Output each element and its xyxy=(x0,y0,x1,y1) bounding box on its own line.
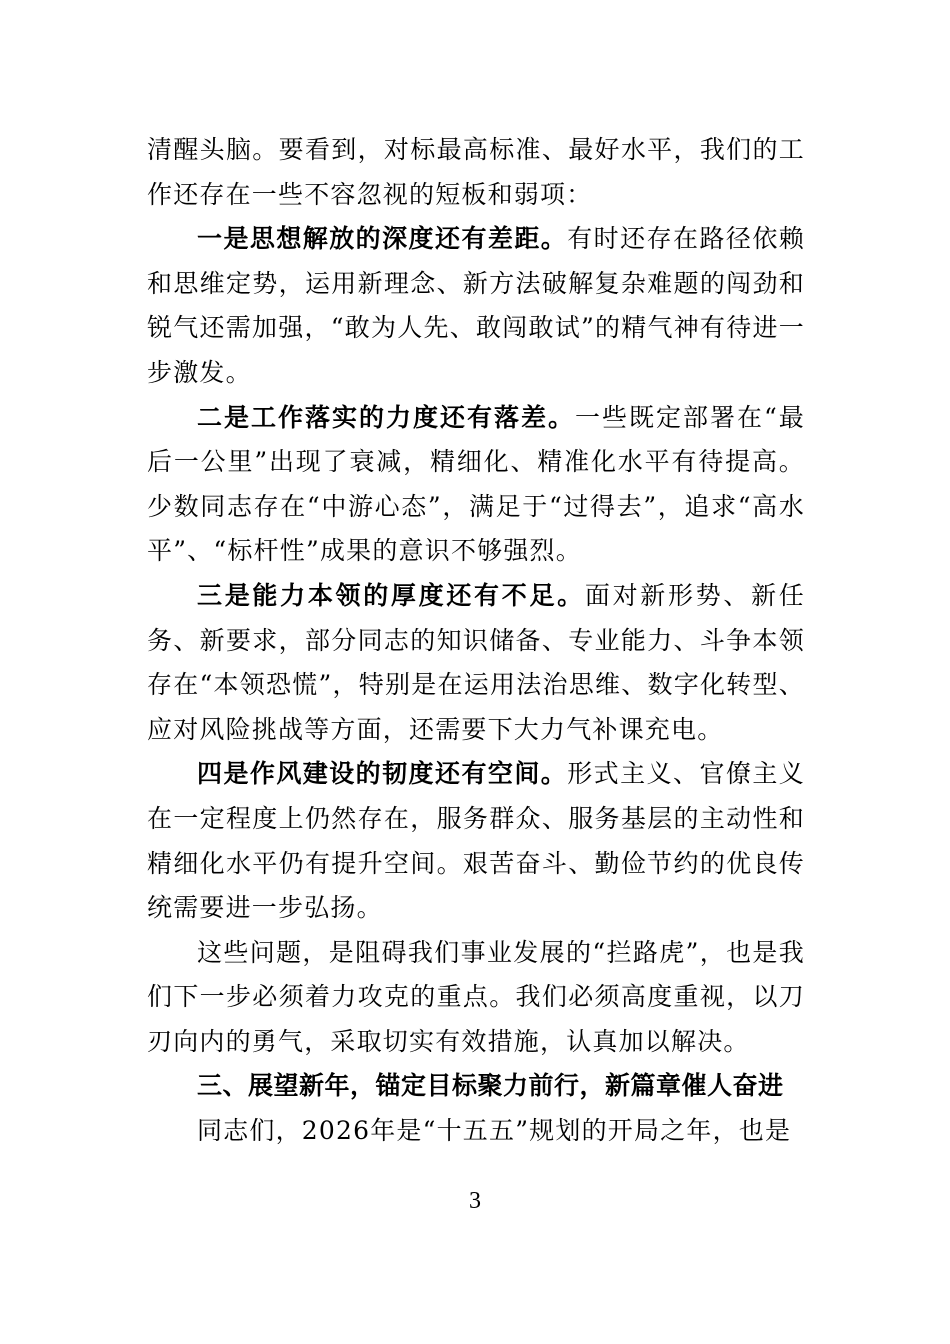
paragraph-lead: 三是能力本领的厚度还有不足。 xyxy=(197,580,585,610)
paragraph-point-two xyxy=(147,396,805,574)
page-number: 3 xyxy=(469,1188,481,1214)
paragraph-text: 这些问题，是阻碍我们事业发展的“拦路虎”，也是我们下一步必须着力攻克的重点。我们必须高度重视，以刀刃向内的勇气，采取切实有效措施，认真加以解决。 xyxy=(147,937,805,1056)
paragraph-text: 面对新形势、新任务、新要求，部分同志的知识储备、专业能力、斗争本领存在“本领恐慌”，特别是在运用法治思维、数字化转型、应对风险挑战等方面，还需要下大力气补课充电。 xyxy=(147,580,805,744)
paragraph-summary xyxy=(147,931,805,1065)
paragraph-point-three xyxy=(147,574,805,752)
paragraph-lead: 二是工作落实的力度还有落差。 xyxy=(197,402,575,432)
paragraph-text: 清醒头脑。要看到，对标最高标准、最好水平，我们的工作还存在一些不容忽视的短板和弱项： xyxy=(147,135,805,209)
paragraph-lead: 一是思想解放的深度还有差距。 xyxy=(197,224,568,254)
body-text xyxy=(147,128,805,1154)
paragraph-text: 一些既定部署在“最后一公里”出现了衰减，精细化、精准化水平有待提高。少数同志存在“中游心态”，满足于“过得去”，追求“高水平”、“标杆性”成果的意识不够强烈。 xyxy=(147,402,805,566)
paragraph-continued xyxy=(147,128,805,217)
section-heading: 三、展望新年，锚定目标聚力前行，新篇章催人奋进 xyxy=(197,1071,784,1101)
paragraph-text: 有时还存在路径依赖和思维定势，运用新理念、新方法破解复杂难题的闯劲和锐气还需加强，“敢为人先、敢闯敢试”的精气神有待进一步激发。 xyxy=(147,224,805,387)
paragraph-lead: 四是作风建设的韧度还有空间。 xyxy=(197,759,568,789)
paragraph-text: 同志们，2026年是“十五五”规划的开局之年，也是 xyxy=(197,1116,792,1146)
paragraph-point-one xyxy=(147,217,805,395)
paragraph-closing xyxy=(147,1109,805,1154)
paragraph-point-four xyxy=(147,752,805,930)
paragraph-text: 形式主义、官僚主义在一定程度上仍然存在，服务群众、服务基层的主动性和精细化水平仍有提升空间。艰苦奋斗、勤俭节约的优良传统需要进一步弘扬。 xyxy=(147,759,805,923)
